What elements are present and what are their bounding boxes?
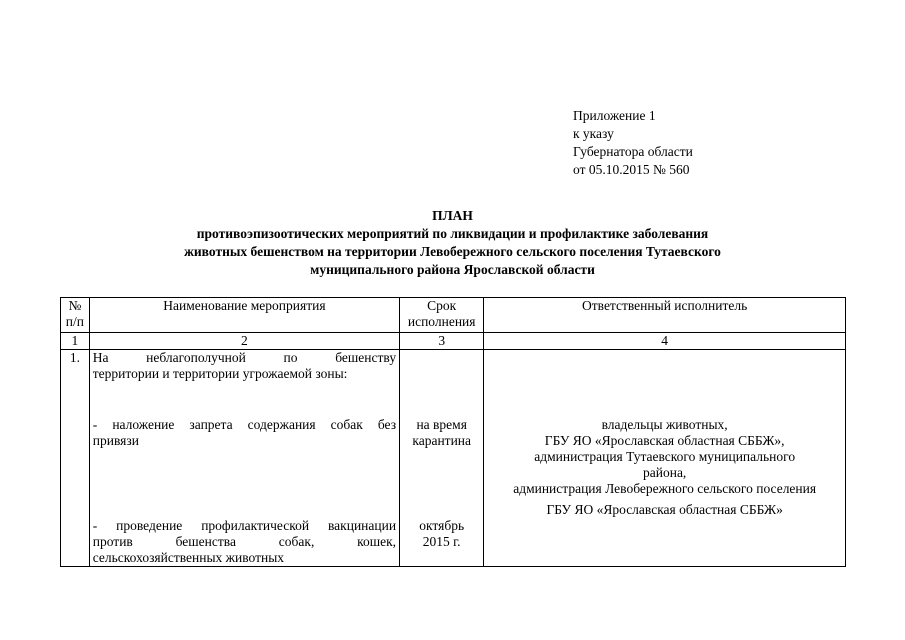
appendix-note <box>573 107 693 179</box>
header-num-line: № <box>68 298 82 313</box>
spacer <box>93 449 396 518</box>
header-num <box>61 298 90 333</box>
spacer <box>403 350 480 417</box>
activity-text: территории и территории угрожаемой зоны: <box>92 366 348 381</box>
row-term <box>400 350 484 567</box>
header-term <box>400 298 484 333</box>
row-activity <box>89 350 399 567</box>
document-title <box>60 207 845 279</box>
term-text: карантина <box>412 433 472 448</box>
header-term-line: исполнения <box>407 314 476 329</box>
column-number: 1 <box>61 333 90 350</box>
responsible-text: администрация Левобережного сельского поселения <box>513 481 817 496</box>
title-line: противоэпизоотических мероприятий по ликвидации и профилактике заболевания <box>196 226 709 241</box>
title-line: муниципального района Ярославской области <box>310 262 595 277</box>
activity-text: На неблагополучной по бешенству <box>92 350 397 365</box>
appendix-line: к указу <box>573 126 614 141</box>
header-term-line: Срок <box>427 298 457 313</box>
column-number: 3 <box>400 333 484 350</box>
spacer <box>93 382 396 417</box>
responsible-text: администрация Тутаевского муниципального <box>534 449 796 464</box>
responsible-text: владельцы животных, <box>601 417 728 432</box>
appendix-line: Приложение 1 <box>573 108 656 123</box>
activity-text: привязи <box>92 433 139 448</box>
term-text: на время <box>416 417 467 432</box>
column-number-row <box>61 333 846 350</box>
spacer <box>403 449 480 518</box>
row-number: 1. <box>61 350 90 567</box>
activity-text: - проведение профилактической вакцинации <box>92 518 397 533</box>
responsible-text: ГБУ ЯО «Ярославская областная СББЖ», <box>544 433 785 448</box>
title-heading: ПЛАН <box>432 208 473 223</box>
header-name: Наименование мероприятия <box>89 298 399 333</box>
term-text: октябрь <box>419 518 465 533</box>
spacer <box>487 350 842 417</box>
activity-text: против бешенства собак, кошек, <box>92 534 397 549</box>
table-row <box>61 350 846 567</box>
title-line: животных бешенством на территории Левобережного сельского поселения Тутаевского <box>184 244 721 259</box>
plan-table <box>60 297 846 567</box>
responsible-text: района, <box>643 465 687 480</box>
table-header-row <box>61 298 846 333</box>
column-number: 4 <box>484 333 846 350</box>
responsible-text: ГБУ ЯО «Ярославская областная СББЖ» <box>546 502 783 517</box>
header-responsible: Ответственный исполнитель <box>484 298 846 333</box>
activity-text: - наложение запрета содержания собак без <box>92 417 397 432</box>
header-num-line: п/п <box>65 314 84 329</box>
appendix-line: Губернатора области <box>573 144 693 159</box>
term-text: 2015 г. <box>422 534 461 549</box>
row-responsible <box>484 350 846 567</box>
column-number: 2 <box>89 333 399 350</box>
activity-text: сельскохозяйственных животных <box>92 550 285 565</box>
appendix-line: от 05.10.2015 № 560 <box>573 162 690 177</box>
